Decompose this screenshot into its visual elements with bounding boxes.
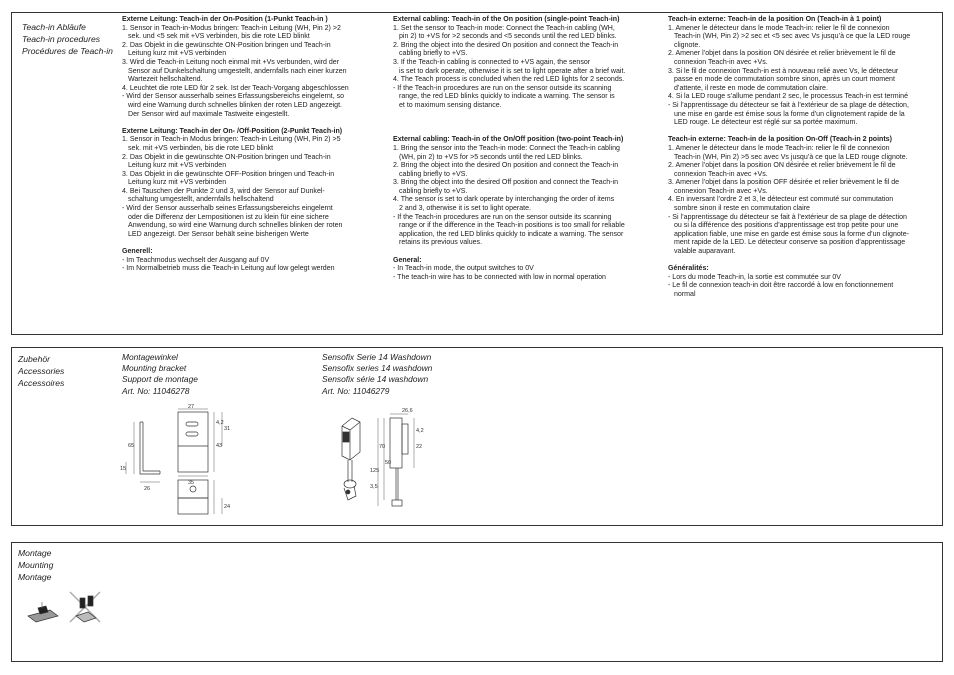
text-line: cabling briefly to +VS.: [399, 170, 468, 178]
text-line: Anwendung, so wird eine Warnung durch schnelles blinken der roten: [128, 222, 343, 230]
list-item: 3. Bring the object into the desired Off position and connect the Teach-in: [393, 179, 618, 187]
text-line: Teach-in (WH, Pin 2) >5 sec avec Vs jusqu’à ce que la LED rouge clignote.: [674, 153, 908, 161]
list-item: - Le fil de connexion teach-in doit être raccordé à low en fonctionnement: [668, 282, 894, 290]
text-line: Sensor auf Dunkelschaltung umgestellt, andernfalls nach einer kurzen: [128, 67, 347, 75]
teach-in-german-column: [122, 16, 384, 274]
list-item: 4. Si la LED rouge s’allume pendant 2 sec, le processus Teach-in est terminé: [668, 93, 908, 101]
text-line: normal: [674, 291, 696, 298]
paragraph-heading: Generell:: [122, 248, 153, 256]
text-line: Leitung kurz mit +VS verbinden: [128, 50, 227, 58]
teach-in-french-column: [668, 16, 940, 300]
list-item: - Im Teachmodus wechselt der Ausgang auf 0V: [122, 256, 270, 264]
text-line: Teach-in (WH, Pin 2) >2 sec et <5 sec avec Vs jusqu’à ce que la LED rouge: [674, 33, 911, 41]
text-line: connexion Teach-in avec +Vs.: [674, 187, 768, 195]
mounting-section: [11, 542, 943, 662]
list-item: 2. Das Objekt in die gewünschte ON-Position bringen und Teach-in: [122, 153, 331, 161]
dim-4-2b: 4,2: [416, 428, 424, 434]
mounting-bracket-info: Montagewinkel Mounting bracket Support de montage Art. No: 11046278: [122, 352, 198, 396]
text-line: clignote.: [674, 41, 701, 49]
sensofix-drawing: [330, 404, 438, 516]
spacer: [122, 119, 384, 128]
dim-35: 35: [188, 480, 195, 486]
list-item: 1. Sensor in Teach-in Modus bringen: Teach-in Leitung (WH, Pin 2) >5: [122, 136, 341, 144]
text-line: application fiable, une mise en garde est émise sous la forme d’un clignote-: [674, 230, 910, 238]
teach-in-title: Teach-in Abläufe Teach-in procedures Procédures de Teach-in: [22, 22, 113, 56]
text-line: Wartezeit hellschaltend.: [128, 76, 203, 84]
text-line: application, the red LED blinks quickly to indicate a warning. The sensor: [399, 230, 624, 238]
text-line: connexion Teach-in avec +Vs.: [674, 170, 768, 178]
text-line: range, the red LED blinks quickly to indicate a warning. The sensor is: [399, 93, 615, 101]
text-line: passe en mode de commutation sombre sinon, après un court moment: [674, 76, 895, 84]
text-line: retains its previous values.: [399, 239, 483, 247]
list-item: 2. Das Objekt in die gewünschte ON-Position bringen und Teach-in: [122, 41, 331, 49]
text-line: LED rouge. Le détecteur est réglé sur sa portée maximum.: [674, 119, 858, 127]
list-item: 2. Bring the object into the desired On position and connect the Teach-in: [393, 162, 619, 170]
spacer: [393, 111, 663, 120]
list-item: - The teach-in wire has to be connected with low in normal operation: [393, 273, 606, 281]
spacer: [668, 128, 940, 137]
dim-43: 43: [216, 443, 223, 449]
dim-4-2: 4,2: [216, 420, 224, 426]
list-item: 1. Bring the sensor into the Teach-in mode: Connect the Teach-in cabling: [393, 144, 620, 152]
dim-3-5: 3,5: [370, 484, 378, 490]
spacer: [393, 119, 663, 128]
list-item: 2. Amener l’objet dans la position ON désirée et relier brièvement le fil de: [668, 50, 896, 58]
text-line: LED angezeigt. Der Sensor behält seine bisherigen Werte: [128, 230, 309, 238]
list-item: 3. Das Objekt in die gewünschte OFF-Position bringen und Teach-in: [122, 170, 335, 178]
list-item: 4. Leuchtet die rote LED für 2 sek. Ist der Teach-Vorgang abgeschlossen: [122, 84, 349, 92]
list-item: 3. Wird die Teach-in Leitung noch einmal mit +Vs verbunden, wird der: [122, 58, 340, 66]
text-line: sombre sinon il reste en commutation claire: [674, 205, 810, 213]
text-line: Leitung kurz mit +VS verbinden: [128, 162, 227, 170]
dim-31: 31: [224, 426, 231, 432]
paragraph-heading: Teach-in externe: Teach-in de la position On (Teach-in à 1 point): [668, 16, 882, 23]
dim-26: 26: [144, 486, 151, 492]
paragraph-heading: Externe Leitung: Teach-in der On-Position (1-Punkt Teach-in ): [122, 16, 328, 23]
list-item: - In Teach-in mode, the output switches to 0V: [393, 265, 534, 273]
text-line: range or if the difference in the Teach-in positions is too small for reliable: [399, 222, 625, 230]
list-item: 3. If the Teach-in cabling is connected to +VS again, the sensor: [393, 58, 591, 66]
list-item: 1. Set the sensor to Teach-in mode: Connect the Teach-in cabling (WH,: [393, 24, 615, 32]
list-item: 1. Sensor in Teach-in-Modus bringen: Teach-in Leitung (WH, Pin 2) >2: [122, 24, 341, 32]
text-line: cabling briefly to +VS.: [399, 50, 468, 58]
dim-24: 24: [224, 504, 231, 510]
text-line: d’attente, il reste en mode de commutation claire.: [674, 84, 828, 92]
spacer: [122, 239, 384, 248]
dim-125: 125: [370, 468, 380, 474]
text-line: oder die Differenz der Lernpositionen ist zu klein für eine sichere: [128, 213, 329, 221]
text-line: connexion Teach-in avec +Vs.: [674, 58, 768, 66]
list-item: 4. Bei Tauschen der Punkte 2 und 3, wird der Sensor auf Dunkel-: [122, 187, 325, 195]
list-item: - Im Normalbetrieb muss die Teach-in Leitung auf low gelegt werden: [122, 265, 335, 273]
text-line: une mise en garde est émise sous la forme d’un clignotement rapide de la: [674, 110, 905, 118]
text-line: ou si la différence des positions d’apprentissage est trop petite pour une: [674, 222, 899, 230]
dim-65: 65: [128, 443, 135, 449]
accessories-title: Zubehör Accessories Accessoires: [18, 354, 65, 388]
mounting-title: Montage Mounting Montage: [18, 548, 54, 582]
list-item: - Si l’apprentissage du détecteur se fait à l’extérieur de sa plage de détection,: [668, 101, 909, 109]
list-item: 3. Amener l’objet dans la position OFF désirée et relier brièvement le fil de: [668, 179, 900, 187]
paragraph-heading: Généralités:: [668, 265, 709, 273]
text-line: sek. und <5 sek mit +VS verbinden, bis die rote LED blinkt: [128, 33, 310, 41]
list-item: 1. Amener le détecteur dans le mode Teach-in: relier le fil de connexion: [668, 24, 890, 32]
sensofix-info: Sensofix Serie 14 Washdown Sensofix series 14 washdown Sensofix série 14 washdown Art. No: 11046279: [322, 352, 433, 396]
dim-27: 27: [188, 404, 195, 410]
paragraph-heading: Externe Leitung: Teach-in der On- /Off-Position (2-Punkt Teach-in): [122, 127, 343, 135]
list-item: 4. En inversant l’ordre 2 et 3, le détecteur est commuté sur commutation: [668, 196, 894, 204]
dim-26-6: 26,6: [402, 408, 413, 414]
text-line: et to maximum sensing distance.: [399, 101, 502, 109]
list-item: - Si l’apprentissage du détecteur se fait à l’extérieur de sa plage de détection: [668, 213, 907, 221]
text-line: valable auparavant.: [674, 248, 736, 256]
spacer: [668, 257, 940, 266]
list-item: - Lors du mode Teach-in, la sortie est commutée sur 0V: [668, 273, 841, 281]
text-line: Leitung kurz mit +VS verbinden: [128, 179, 227, 187]
list-item: 2. Amener l’objet dans la position ON désirée et relier brièvement le fil de: [668, 162, 896, 170]
paragraph-heading: External cabling: Teach-in of the On/Off position (two-point Teach-in): [393, 136, 624, 144]
dim-15: 15: [120, 466, 127, 472]
dim-22: 22: [416, 444, 423, 450]
text-line: pin 2) to +VS for >2 seconds and <5 seconds until the red LED blinks.: [399, 33, 617, 41]
list-item: - If the Teach-in procedures are run on the sensor outside its scanning: [393, 84, 612, 92]
text-line: ment rapide de la LED. Le détecteur conserve sa position d’apprentissage: [674, 239, 906, 247]
dim-50: 50: [385, 460, 392, 466]
paragraph-heading: General:: [393, 256, 422, 264]
list-item: 2. Bring the object into the desired On position and connect the Teach-in: [393, 41, 619, 49]
dim-70: 70: [379, 444, 386, 450]
list-item: - Wird der Sensor ausserhalb seines Erfassungsbereichs eingelernt, so: [122, 93, 345, 101]
paragraph-heading: External cabling: Teach-in of the On position (single-point Teach-in): [393, 16, 620, 23]
list-item: 4. The Teach process is concluded when the red LED lights for 2 seconds.: [393, 76, 625, 84]
text-line: is set to dark operate, otherwise it is set to light operate after a brief wait.: [399, 67, 626, 75]
list-item: 1. Amener le détecteur dans le mode Teach-in: relier le fil de connexion: [668, 144, 890, 152]
text-line: cabling briefly to +VS.: [399, 187, 468, 195]
spacer: [393, 248, 663, 257]
spacer: [393, 128, 663, 137]
text-line: wird eine Warnung durch schnelles blinken der roten LED angezeigt.: [128, 101, 343, 109]
text-line: schaltung umgestellt, andernfalls hellschaltend: [128, 196, 274, 204]
text-line: Der Sensor wird auf maximale Tastweite eingestellt.: [128, 110, 290, 118]
text-line: 2 and 3, otherwise it is set to light operate.: [399, 205, 532, 213]
list-item: 4. The sensor is set to dark operate by interchanging the order of items: [393, 196, 615, 204]
list-item: 3. Si le fil de connexion Teach-in est à nouveau relié avec Vs, le détecteur: [668, 67, 899, 75]
text-line: (WH, pin 2) to +VS for >5 seconds until the red LED blinks.: [399, 153, 583, 161]
teach-in-english-column: [393, 16, 663, 282]
mounting-illustration: [24, 586, 108, 626]
paragraph-heading: Teach-in externe: Teach-in de la position On-Off (Teach-in 2 points): [668, 136, 892, 144]
mounting-bracket-drawing: [118, 402, 240, 520]
text-line: sek. mit +VS verbinden, bis die rote LED blinkt: [128, 144, 274, 152]
list-item: - If the Teach-in procedures are run on the sensor outside its scanning: [393, 213, 612, 221]
list-item: - Wird der Sensor ausserhalb seines Erfassungsbereichs eingelernt: [122, 205, 333, 213]
